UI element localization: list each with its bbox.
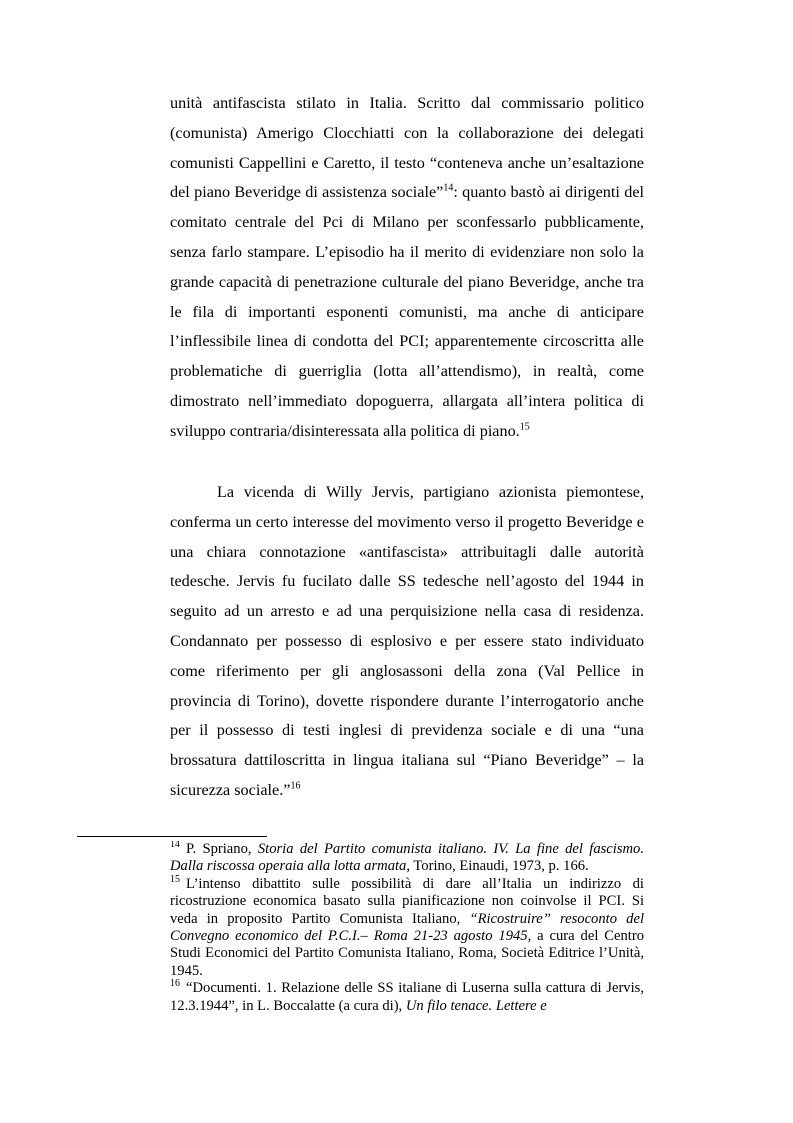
paragraph-2-text: La vicenda di Willy Jervis, partigiano azionista piemontese, conferma un certo interesse del movimento verso il progetto Beveridge e una chiara connotazione «antifascista» attribuitagli dalle autorità tedesche. Jervis fu fucilato dalle SS tedesche nell’agosto del 1944 in seguito ad un arresto e ad una perquisizione nella casa di residenza. Condannato per possesso di esplosivo e per essere stato individuato come riferimento per gli anglosassoni della zona (Val Pellice in provincia di Torino), dovette rispondere durante l’interrogatorio anche per il possesso di testi inglesi di previdenza sociale e di una “una brossatura dattiloscritta in lingua italiana sul “Piano Beveridge” – la sicurezza sociale.” [170, 483, 644, 799]
footnote-text: L’intenso dibattito sulle possibilità di dare all’Italia un indirizzo di ricostruzione economica basato sulla pianificazione non coinvolse il PCI. Si veda in proposito Partito Comunista Italiano, [170, 875, 644, 927]
footnote-title: Un filo tenace. Lettere e [405, 997, 547, 1014]
footnote-text: , Torino, Einaudi, 1973, p. 166. [406, 858, 589, 875]
body-paragraph-1 [170, 89, 644, 447]
footnote-number: 16 [170, 978, 180, 990]
footnote-number: 15 [170, 873, 180, 885]
footnote-text: “Documenti. 1. Relazione delle SS italiane di Luserna sulla cattura di Jervis, 12.3.1944”, in L. Boccalatte (a cura di), [170, 980, 644, 1014]
footnote-title: “Ricostruire” resoconto del Convegno economico del P.C.I.– Roma 21-23 agosto 1945, [170, 910, 644, 945]
footnote-ref-14[interactable]: 14 [443, 183, 454, 194]
footnote-separator [77, 836, 267, 837]
footnote-text: a cura del Centro Studi Economici del Partito Comunista Italiano, Roma, Società Editrice l’Unità, 1945. [170, 928, 644, 979]
footnote-14 [170, 841, 644, 876]
body-paragraph-2 [170, 478, 644, 806]
footnote-ref-16[interactable]: 16 [290, 780, 301, 792]
footnote-title: Storia del Partito comunista italiano. IV. La fine del fascismo. Dalla riscossa operaia alla lotta armata [170, 841, 644, 875]
footnotes [170, 841, 644, 1053]
footnote-15 [170, 873, 644, 980]
footnote-number: 14 [170, 841, 180, 851]
paragraph-1-text-b: : quanto bastò ai dirigenti del comitato centrale del Pci di Milano per sconfessarlo pubblicamente, senza farlo stampare. L’episodio ha il merito di evidenziare non solo la grande capacità di penetrazione culturale del piano Beveridge, anche tra le fila di importanti esponenti comunisti, ma anche di anticipare l’inflessibile linea di condotta del PCI; apparentemente circoscritta alle problematiche di guerriglia (lotta all’attendismo), in realtà, come dimostrato nell’immediato dopoguerra, allargata all’intera politica di sviluppo contraria/disinteressata alla politica di piano. [170, 183, 644, 440]
footnote-text: P. Spriano, [186, 841, 258, 857]
paragraph-1-text-a: unità antifascista stilato in Italia. Scritto dal commissario politico (comunista) Amerigo Clocchiatti con la collaborazione dei delegati comunisti Cappellini e Caretto, il testo “conteneva anche un’esaltazione del piano Beveridge di assistenza sociale” [170, 94, 644, 202]
footnote-ref-15[interactable]: 15 [519, 421, 530, 433]
footnote-16 [170, 980, 644, 1015]
